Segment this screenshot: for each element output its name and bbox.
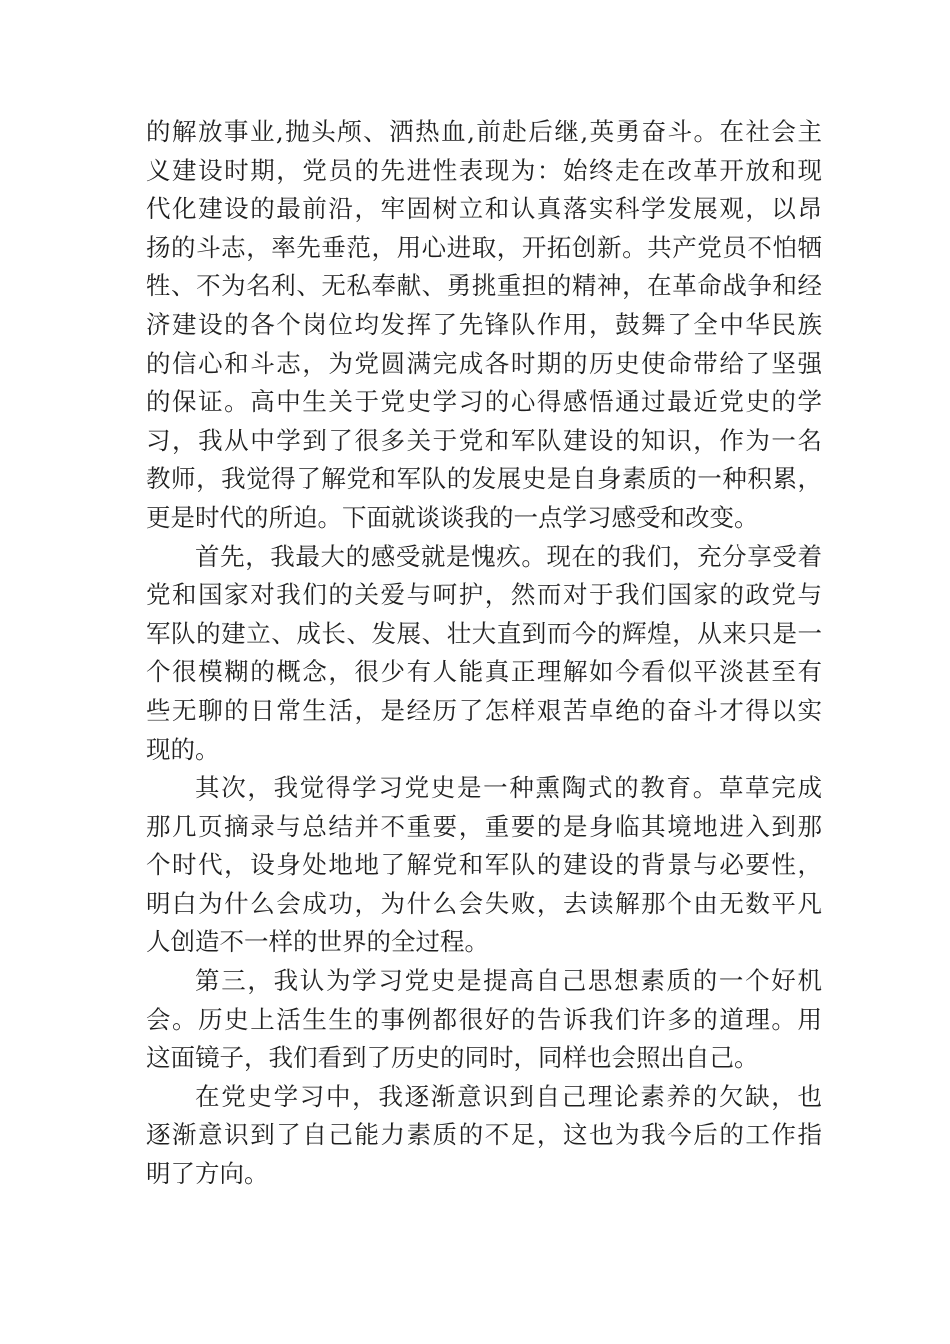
text-line: 现的。 <box>146 734 220 764</box>
text-line: 个时代，设身处地地了解党和军队的建设的背景与必要性， <box>146 850 822 880</box>
text-line: 教师，我觉得了解党和军队的发展史是自身素质的一种积累， <box>146 464 822 494</box>
text-line: 扬的斗志，率先垂范，用心进取，开拓创新。共产党员不怕牺 <box>146 232 822 262</box>
text-line: 更是时代的所迫。下面就谈谈我的一点学习感受和改变。 <box>146 502 759 532</box>
text-line: 人创造不一样的世界的全过程。 <box>146 927 489 957</box>
paragraph-first-line: 其次，我觉得学习党史是一种熏陶式的教育。草草完成 <box>195 773 822 803</box>
paragraph-first-line: 第三，我认为学习党史是提高自己思想素质的一个好机 <box>195 966 822 996</box>
text-line: 党和国家对我们的关爱与呵护，然而对于我们国家的政党与 <box>146 580 822 610</box>
text-line: 的解放事业,抛头颅、洒热血,前赴后继,英勇奋斗。在社会主 <box>146 117 822 146</box>
text-line: 义建设时期，党员的先进性表现为：始终走在改革开放和现 <box>146 155 822 185</box>
text-line: 的信心和斗志，为党圆满完成各时期的历史使命带给了坚强 <box>146 348 822 378</box>
text-line: 逐渐意识到了自己能力素质的不足，这也为我今后的工作指 <box>146 1120 822 1150</box>
text-line: 的保证。高中生关于党史学习的心得感悟通过最近党史的学 <box>146 387 822 417</box>
text-line: 明了方向。 <box>146 1159 269 1189</box>
text-line: 那几页摘录与总结并不重要，重要的是身临其境地进入到那 <box>146 811 822 841</box>
text-line: 习，我从中学到了很多关于党和军队建设的知识，作为一名 <box>146 425 822 455</box>
body-text <box>146 113 822 1194</box>
paragraph-first-line: 首先，我最大的感受就是愧疚。现在的我们，充分享受着 <box>195 541 822 571</box>
text-line: 军队的建立、成长、发展、壮大直到而今的辉煌，从来只是一 <box>146 618 822 648</box>
text-line: 明白为什么会成功，为什么会失败，去读解那个由无数平凡 <box>146 888 822 918</box>
text-line: 这面镜子，我们看到了历史的同时，同样也会照出自己。 <box>146 1043 759 1073</box>
text-line: 牲、不为名利、无私奉献、勇挑重担的精神，在革命战争和经 <box>146 271 822 301</box>
text-line: 济建设的各个岗位均发挥了先锋队作用，鼓舞了全中华民族 <box>146 309 822 339</box>
text-line: 些无聊的日常生活，是经历了怎样艰苦卓绝的奋斗才得以实 <box>146 695 822 725</box>
paragraph-first-line: 在党史学习中，我逐渐意识到自己理论素养的欠缺，也 <box>195 1081 822 1111</box>
text-line: 个很模糊的概念，很少有人能真正理解如今看似平淡甚至有 <box>146 657 822 687</box>
text-line: 代化建设的最前沿，牢固树立和认真落实科学发展观，以昂 <box>146 194 822 224</box>
text-line: 会。历史上活生生的事例都很好的告诉我们许多的道理。用 <box>146 1004 822 1034</box>
